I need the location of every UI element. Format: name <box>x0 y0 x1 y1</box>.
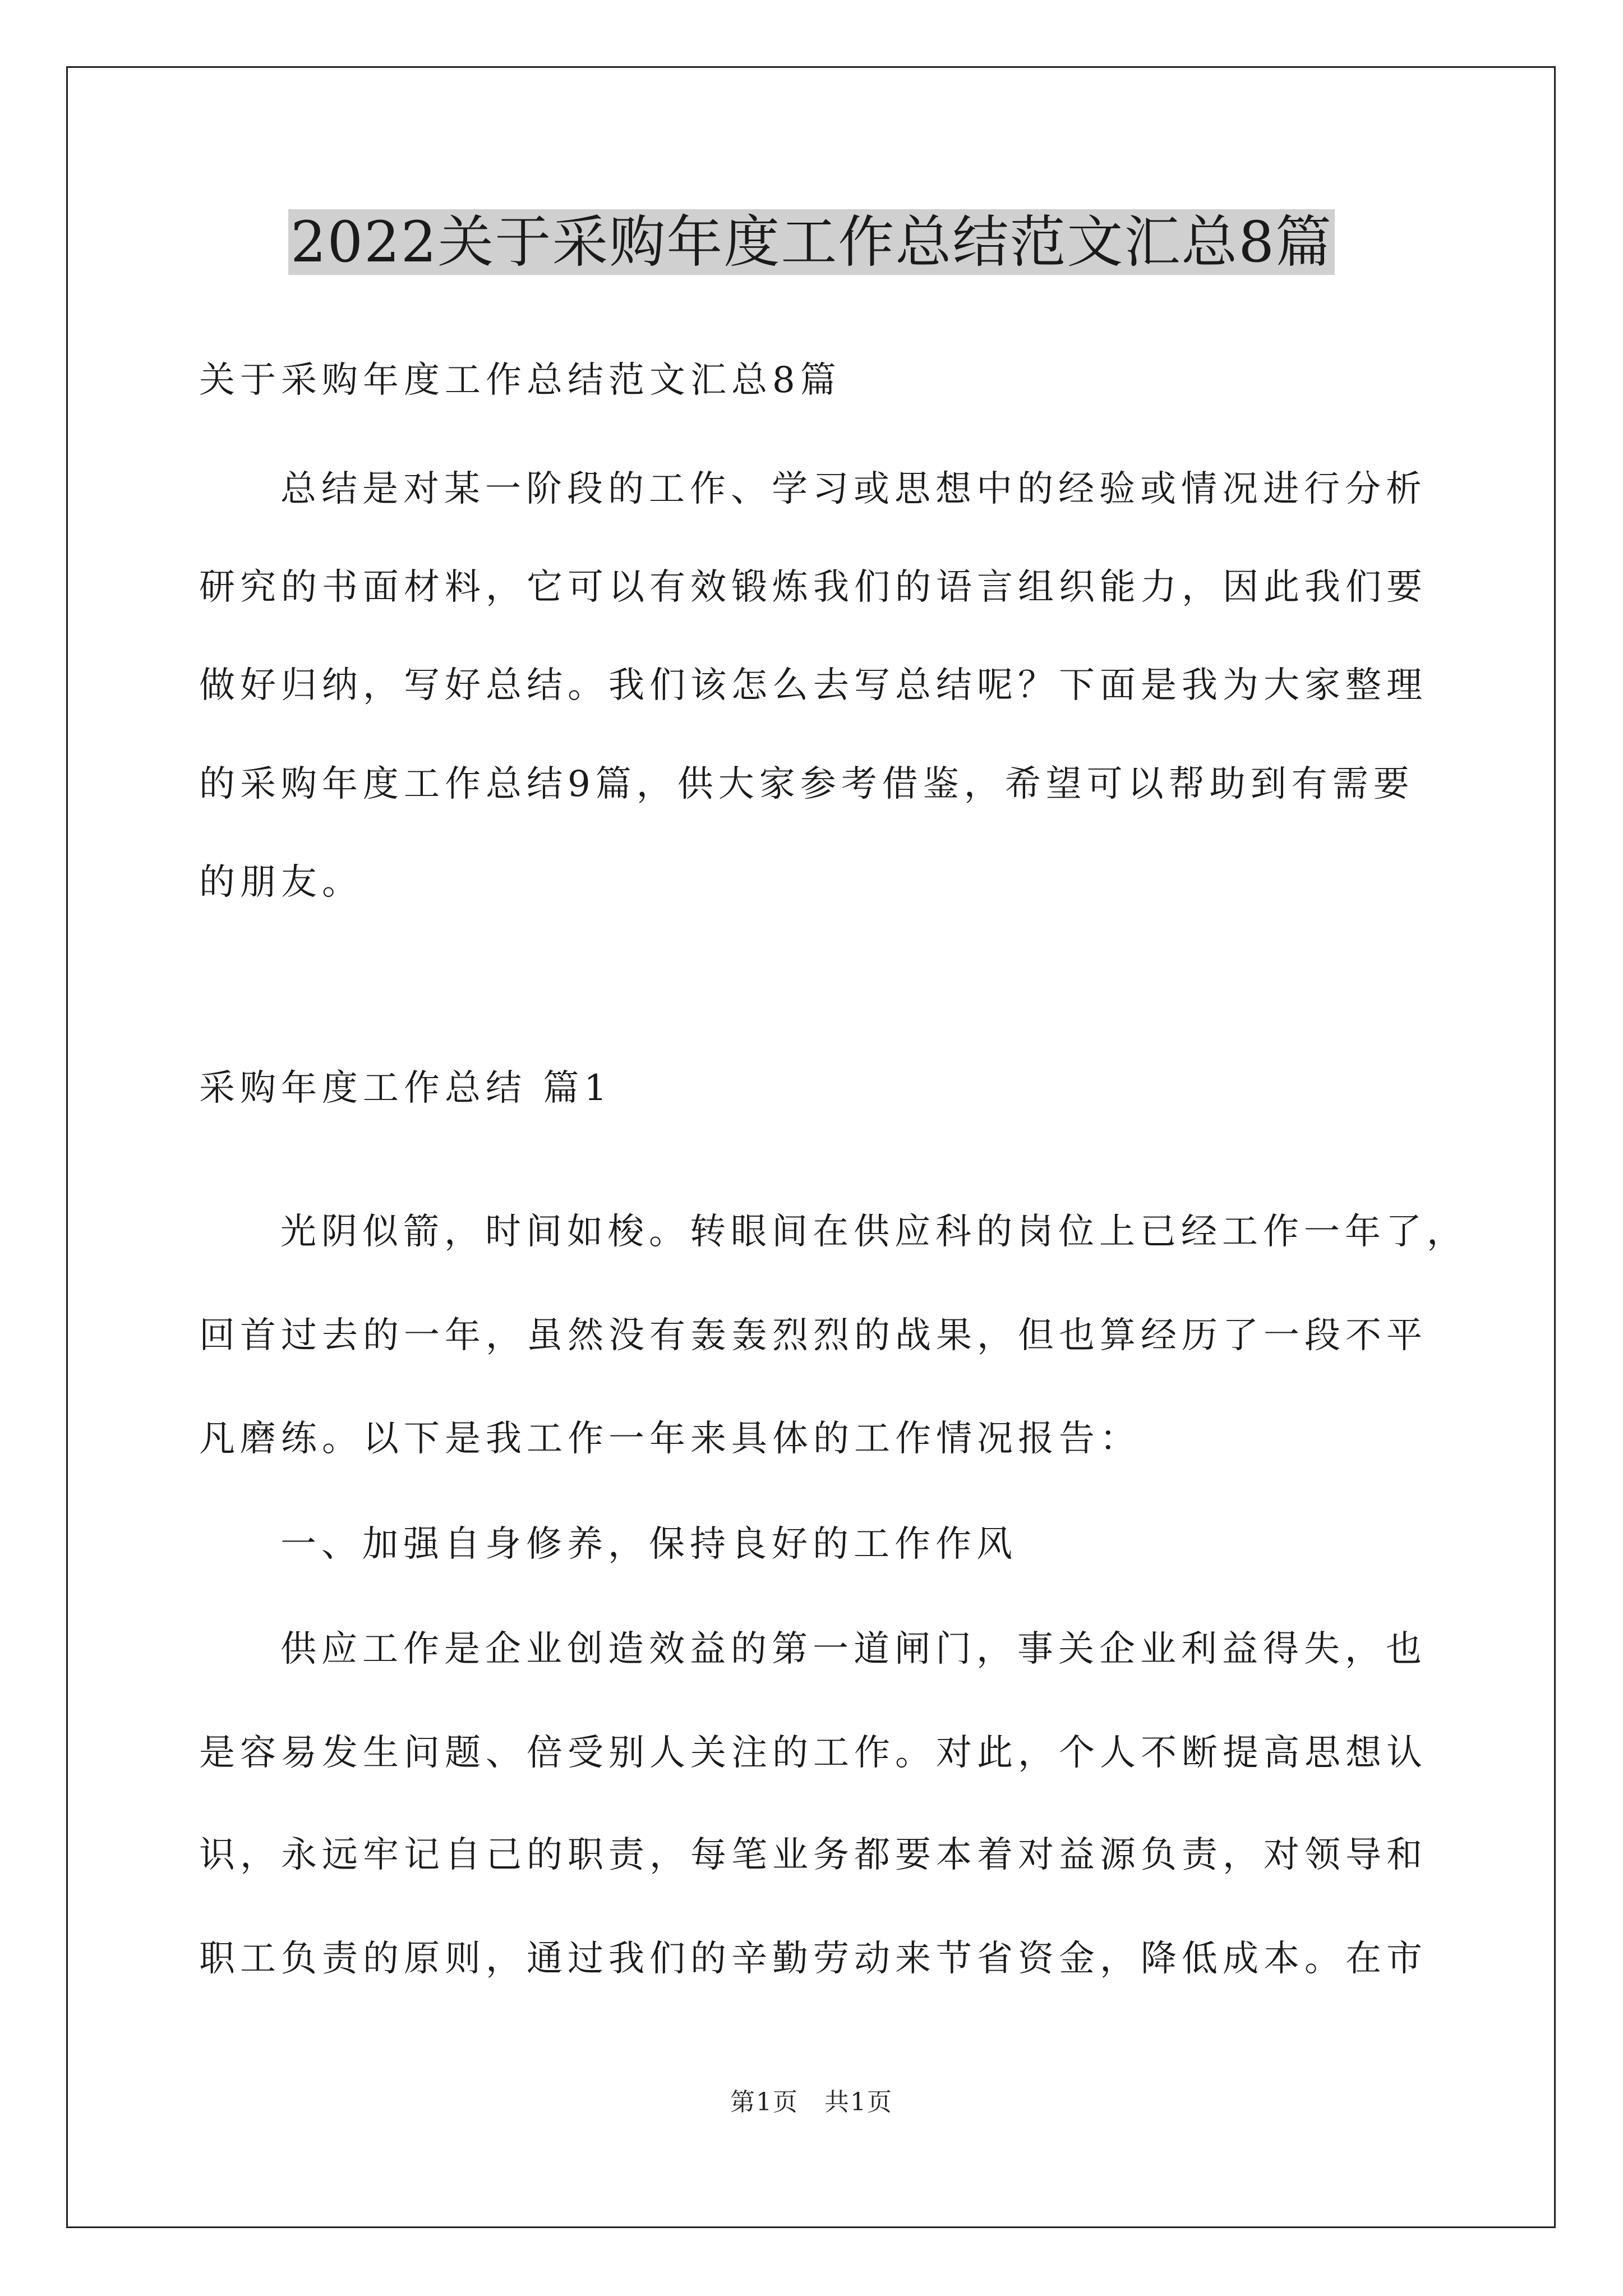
body-line: 识，永远牢记自己的职责，每笔业务都要本着对益源负责，对领导和 <box>199 1834 1427 1876</box>
body-line: 供应工作是企业创造效益的第一道闸门，事关企业利益得失，也 <box>280 1628 1427 1670</box>
intro-line: 研究的书面材料，它可以有效锻炼我们的语言组织能力，因此我们要 <box>199 567 1427 608</box>
intro-line: 的朋友。 <box>199 862 363 903</box>
subheading: 一、加强自身修养，保持良好的工作作风 <box>280 1524 1017 1565</box>
section-line: 凡磨练。以下是我工作一年来具体的工作情况报告： <box>199 1418 1141 1460</box>
document-subtitle: 关于采购年度工作总结范文汇总8篇 <box>199 360 841 401</box>
intro-line: 做好归纳，写好总结。我们该怎么去写总结呢？下面是我为大家整理 <box>199 665 1427 706</box>
body-line: 是容易发生问题、倍受别人关注的工作。对此，个人不断提高思想认 <box>199 1732 1427 1774</box>
section-line: 光阴似箭，时间如梭。转眼间在供应科的岗位上已经工作一年了， <box>280 1211 1468 1253</box>
section-line: 回首过去的一年，虽然没有轰轰烈烈的战果，但也算经历了一段不平 <box>199 1315 1427 1356</box>
section-heading: 采购年度工作总结 篇1 <box>199 1068 612 1109</box>
document-title-text: 2022关于采购年度工作总结范文汇总8篇 <box>288 209 1335 275</box>
document-title <box>0 203 1623 282</box>
intro-line: 的采购年度工作总结9篇，供大家参考借鉴，希望可以帮助到有需要 <box>199 763 1414 805</box>
page-number-footer: 第1页 共1页 <box>730 2088 893 2116</box>
intro-line: 总结是对某一阶段的工作、学习或思想中的经验或情况进行分析 <box>280 468 1427 510</box>
body-line: 职工负责的原则，通过我们的辛勤劳动来节省资金，降低成本。在市 <box>199 1938 1427 1980</box>
